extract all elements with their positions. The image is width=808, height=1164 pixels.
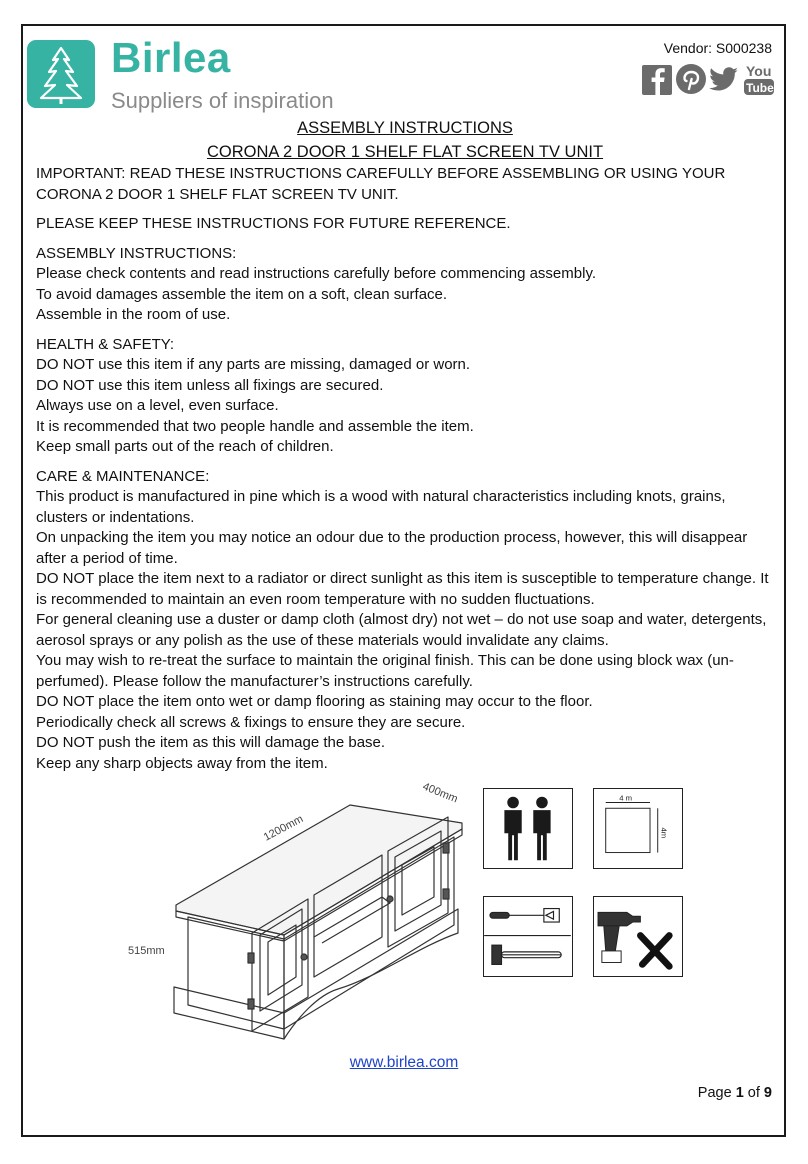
youtube-icon[interactable] [744,63,774,95]
care-line: You may wish to re-treat the surface to maintain the original finish. This can be done using block wax (un-perfumed). Please follow the manufacturer’s instructions carefully. [36,652,734,690]
page-prefix: Page [697,1085,732,1101]
pinterest-icon[interactable] [676,64,706,94]
tree-logo-icon [27,40,95,108]
floor-space-icon [594,789,681,867]
no-power-tools-pictogram [593,896,683,977]
tv-unit-illustration [118,777,466,1050]
two-people-icon [484,789,571,867]
no-drill-icon [594,897,681,975]
space-width: 4 m [619,793,633,803]
health-line: Keep small parts out of the reach of children. [36,438,334,455]
keep-notice: PLEASE KEEP THESE INSTRUCTIONS FOR FUTURE REFERENCE. [36,215,511,232]
space-height: 4m [659,827,669,839]
svg-text:Tube: Tube [746,81,774,95]
brand-tagline: Suppliers of inspiration [111,88,334,113]
care-line: On unpacking the item you may notice an odour due to the production process, however, this will disappear after a period of time. [36,529,748,567]
instructions-body [36,116,774,774]
care-line: This product is manufactured in pine which is a wood with natural characteristics including knots, grains, clusters or indentations. [36,488,726,526]
height-dimension: 515mm [128,945,165,957]
health-heading: HEALTH & SAFETY: [36,335,175,353]
tools-required-pictogram [483,896,573,977]
assembly-line: Assemble in the room of use. [36,306,231,323]
space-requirement-pictogram [593,788,683,869]
health-line: DO NOT use this item if any parts are missing, damaged or worn. [36,356,471,373]
care-line: Keep any sharp objects away from the item. [36,754,328,772]
care-heading: CARE & MAINTENANCE: [36,467,210,485]
assembly-heading: ASSEMBLY INSTRUCTIONS: [36,244,237,262]
assembly-line: Please check contents and read instructions carefully before commencing assembly. [36,265,597,282]
twitter-icon[interactable] [709,67,738,90]
doc-title-line2: CORONA 2 DOOR 1 SHELF FLAT SCREEN TV UNIT [206,143,604,161]
birlea-logo [27,34,347,120]
page-of: of [747,1085,760,1101]
care-line: Periodically check all screws & fixings to ensure they are secure. [36,713,466,731]
page-total: 9 [763,1085,772,1101]
page-current: 1 [735,1085,744,1101]
care-line: DO NOT place the item next to a radiator or direct sunlight as this item is susceptible to temperature change. It is recommended to maintain an even room temperature with no sudden fluctuations. [36,570,769,608]
facebook-icon[interactable] [642,65,672,95]
vendor-code: Vendor: S000238 [663,40,772,56]
brand-name: Birlea [111,34,231,81]
doc-title-line1: ASSEMBLY INSTRUCTIONS [297,119,513,137]
depth-dimension: 400mm [420,780,460,806]
website-link[interactable]: www.birlea.com [349,1054,459,1071]
health-line: Always use on a level, even surface. [36,397,279,414]
page-number [698,1085,772,1101]
care-line: DO NOT push the item as this will damage the base. [36,734,386,751]
important-notice: IMPORTANT: READ THESE INSTRUCTIONS CAREFULLY BEFORE ASSEMBLING OR USING YOUR CORONA 2 DOOR 1 SHELF FLAT SCREEN TV UNIT. [36,165,726,203]
screwdriver-hammer-icon [484,897,571,975]
two-people-pictogram [483,788,573,869]
width-dimension: 1200mm [261,812,306,844]
assembly-line: To avoid damages assemble the item on a soft, clean surface. [36,285,448,303]
svg-text:You: You [746,63,772,79]
social-icons [642,62,774,96]
care-line: For general cleaning use a duster or damp cloth (almost dry) not wet – do not use soap and water, detergents, aerosol sprays or any polish as the use of these materials would invalidate any claims. [36,611,767,649]
care-line: DO NOT place the item onto wet or damp flooring as staining may occur to the floor. [36,693,593,710]
health-line: DO NOT use this item unless all fixings are secured. [36,376,384,394]
health-line: It is recommended that two people handle and assemble the item. [36,417,474,435]
